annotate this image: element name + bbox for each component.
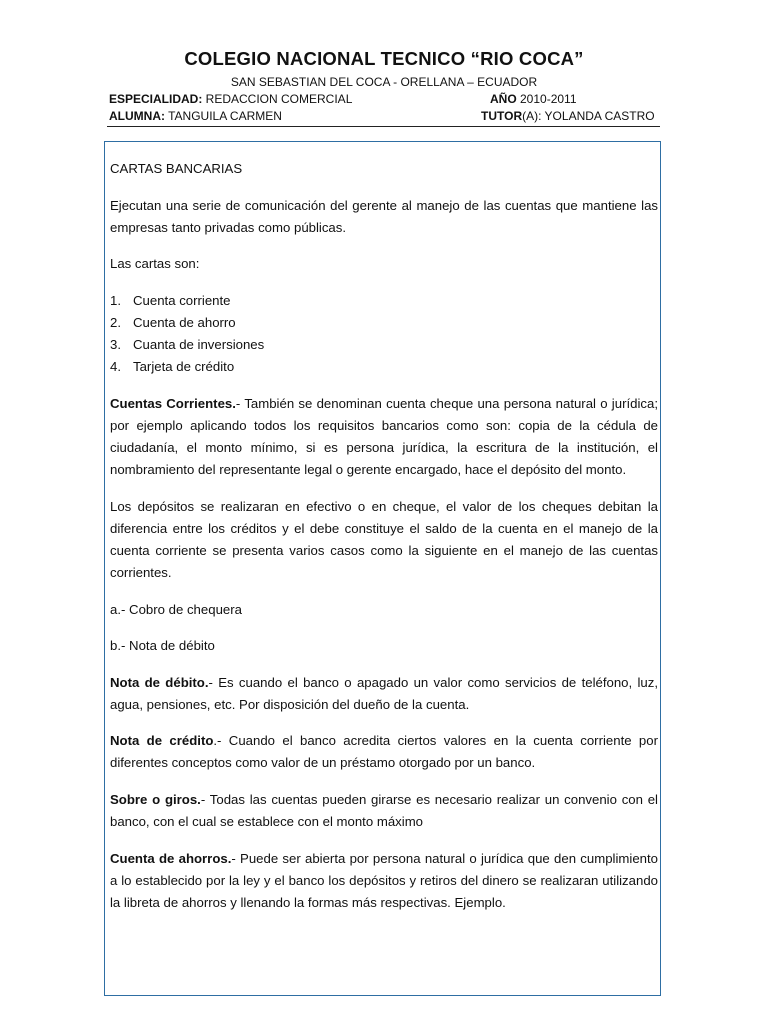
list-item-number: 1. xyxy=(110,292,121,308)
nota-debito-paragraph xyxy=(110,672,658,716)
cuentas-corrientes-text: - También se denominan cuenta cheque una persona natural o jurídica; por ejemplo aplicando todos los requisitos bancarios como son: copia de la cédula de ciudadanía, el monto mínimo, si es persona jurídica, la escritura de la institución, el nombramiento del representante legal o gerente encargado, hace el depósito del monto. xyxy=(110,395,658,478)
intro-paragraph: Ejecutan una serie de comunicación del gerente al manejo de las cuentas que mantiene las empresas tanto privadas como públicas. xyxy=(110,197,658,235)
anio-field xyxy=(490,92,577,106)
document-body xyxy=(110,158,658,914)
list-item xyxy=(110,290,658,312)
list-item xyxy=(110,312,658,334)
tutor-label: TUTOR xyxy=(481,109,523,123)
depositos-paragraph: Los depósitos se realizaran en efectivo o en cheque, el valor de los cheques debitan la diferencia entre los créditos y el debe constituye el saldo de la cuenta en el manejo de la cuenta corriente se presenta varios casos como la siguiente en el manejo de las cuentas corrientes. xyxy=(110,498,658,580)
nota-debito-text: - Es cuando el banco o apagado un valor como servicios de teléfono, luz, agua, pensiones, etc. Por disposición del dueño de la cuenta. xyxy=(110,674,658,712)
list-item-number: 3. xyxy=(110,337,121,353)
list-item-number: 4. xyxy=(110,359,121,375)
meta-row-especialidad xyxy=(109,92,658,106)
list-item-number: 2. xyxy=(110,314,121,330)
list-item xyxy=(110,334,658,356)
sobre-giros-paragraph xyxy=(110,789,658,833)
page-subtitle: SAN SEBASTIAN DEL COCA - ORELLANA – ECUADOR xyxy=(230,75,538,89)
especialidad-value: REDACCION COMERCIAL xyxy=(202,92,353,106)
sobre-giros-text: - Todas las cuentas pueden girarse es necesario realizar un convenio con el banco, con el cual se establece con el monto máximo xyxy=(110,792,658,830)
list-item-text: Cuenta corriente xyxy=(133,292,231,308)
anio-label: AÑO xyxy=(490,92,517,106)
sobre-giros-label: Sobre o giros. xyxy=(110,792,201,808)
list-item xyxy=(110,356,658,378)
list-item-text: Tarjeta de crédito xyxy=(133,359,235,375)
tutor-value: (A): YOLANDA CASTRO xyxy=(522,109,655,123)
anio-value: 2010-2011 xyxy=(516,92,577,106)
cuentas-corrientes-label: Cuentas Corrientes. xyxy=(110,395,236,411)
tutor-field xyxy=(481,109,655,123)
nota-credito-text: .- Cuando el banco acredita ciertos valores en la cuenta corriente por diferentes conceptos como valor de un préstamo otorgado por un banco. xyxy=(110,733,658,771)
cuenta-ahorros-text: - Puede ser abierta por persona natural o jurídica que den cumplimiento a lo establecido por la ley y el banco los depósitos y retiros del dinero se realizaran utilizando la libreta de ahorros y llenando la formas más respectivas. Ejemplo. xyxy=(110,850,658,910)
list-item-text: Cuenta de ahorro xyxy=(133,314,236,330)
section-heading: CARTAS BANCARIAS xyxy=(110,161,243,176)
meta-row-alumna xyxy=(109,109,658,123)
nota-credito-label: Nota de crédito xyxy=(110,733,214,749)
cuenta-ahorros-paragraph xyxy=(110,848,658,914)
cuentas-corrientes-paragraph xyxy=(110,393,658,481)
item-b: b.- Nota de débito xyxy=(110,638,215,654)
page-title: COLEGIO NACIONAL TECNICO “RIO COCA” xyxy=(184,48,584,69)
cuenta-ahorros-label: Cuenta de ahorros. xyxy=(110,850,232,866)
item-a: a.- Cobro de chequera xyxy=(110,601,242,617)
account-types-list xyxy=(110,290,658,378)
nota-debito-label: Nota de débito. xyxy=(110,674,209,690)
alumna-label: ALUMNA: xyxy=(109,109,165,123)
alumna-value: TANGUILA CARMEN xyxy=(165,109,282,123)
nota-credito-paragraph xyxy=(110,730,658,774)
list-item-text: Cuanta de inversiones xyxy=(133,337,265,353)
header-divider xyxy=(107,126,660,127)
especialidad-label: ESPECIALIDAD: xyxy=(109,92,203,106)
list-intro: Las cartas son: xyxy=(110,256,200,272)
